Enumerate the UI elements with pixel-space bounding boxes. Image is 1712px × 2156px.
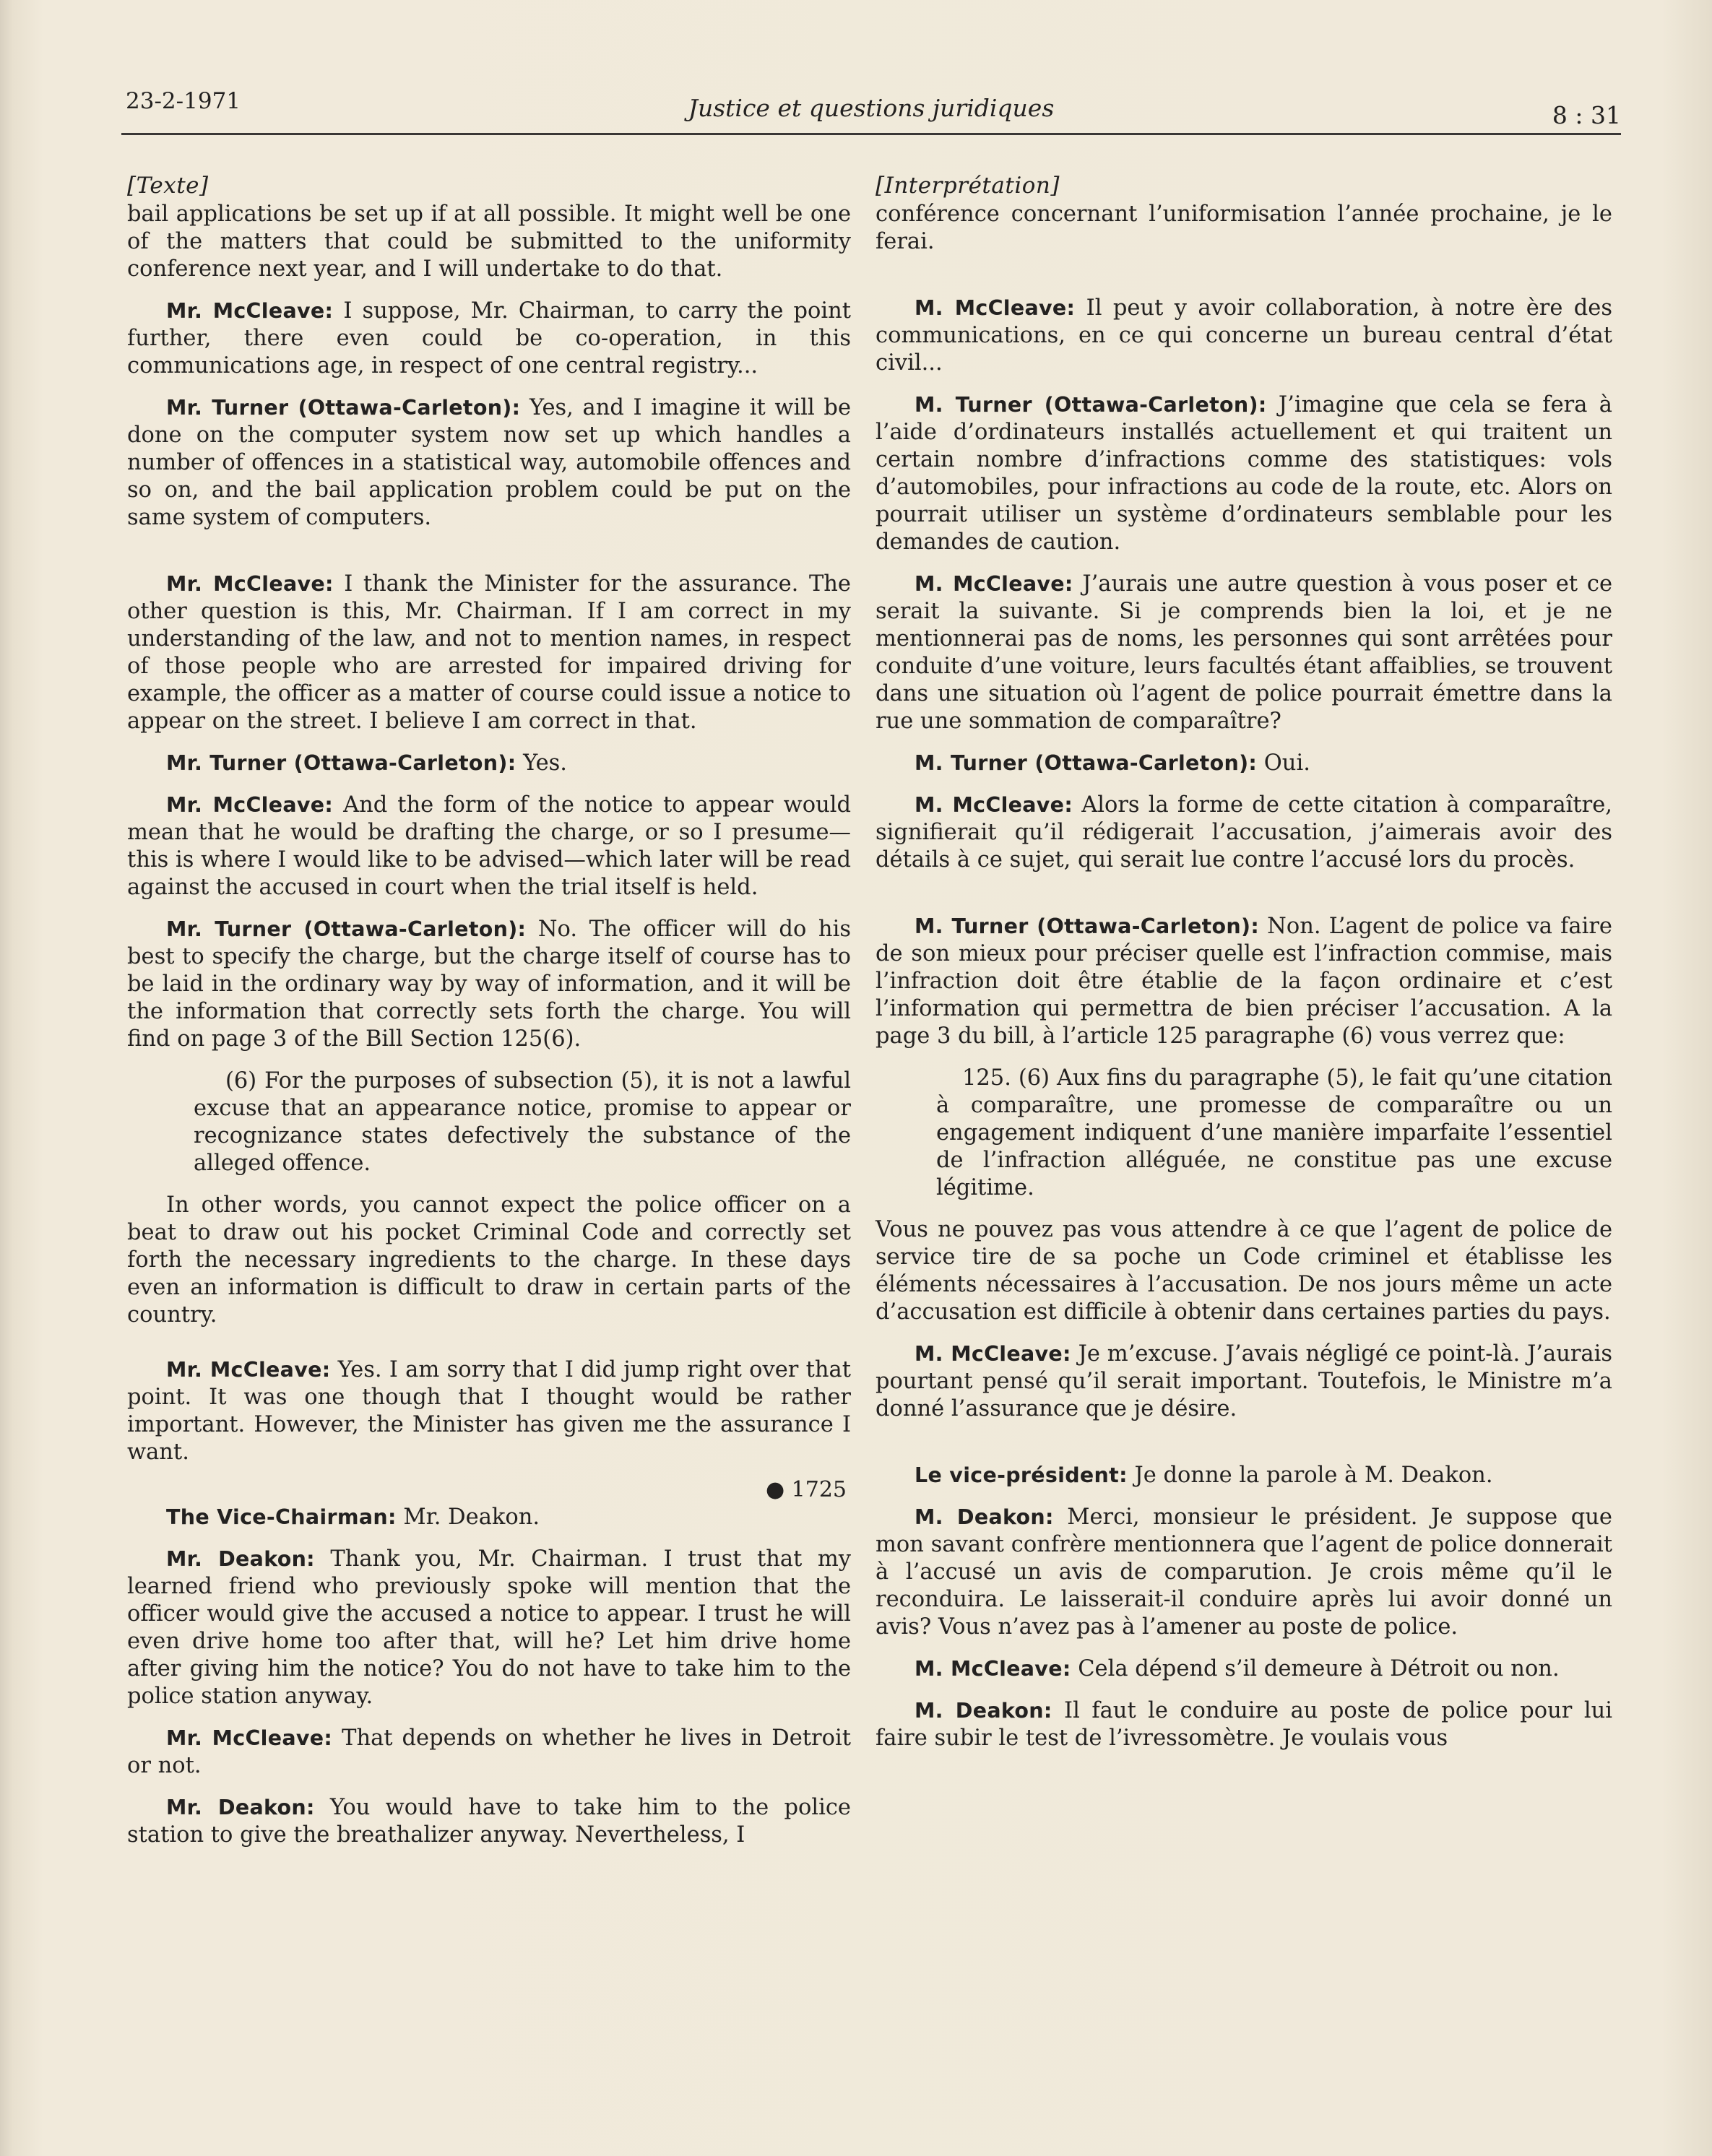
paragraph: Mr. Turner (Ottawa-Carleton): No. The officer will do his best to specify the charge, but the charge itself of course has to be laid in the ordinary way by way of information, and it will be the information that correctly sets forth the charge. You will find on page 3 of the Bill Section 125(6). [127, 917, 851, 1052]
french-column [876, 172, 1612, 1767]
paragraph: Mr. McCleave: Yes. I am sorry that I did jump right over that point. It was one though that I thought would be rather important. However, the Minister has given me the assurance I want. [127, 1357, 851, 1465]
paragraph: Mr. Deakon: Thank you, Mr. Chairman. I trust that my learned friend who previously spoke will mention that the officer would give the accused a notice to appear. I trust he will even drive home too after that, will he? Let him drive home after giving him the notice? You do not have to take him to the police station anyway. [127, 1546, 852, 1709]
paragraph: M. Deakon: Il faut le conduire au poste de police pour lui faire subir le test de l’ivressomètre. Je voulais vous [876, 1698, 1612, 1751]
section-tag-interpretation: [Interprétation] [876, 173, 1060, 199]
speaker-name: M. McCleave: [915, 1657, 1071, 1681]
header-title: Justice et questions juridiques [688, 94, 1055, 122]
speaker-name: The Vice-Chairman: [166, 1505, 397, 1529]
speaker-name: M. Turner (Ottawa-Carleton): [915, 751, 1258, 775]
speaker-name: Mr. Deakon: [166, 1547, 315, 1571]
running-header [121, 85, 1621, 135]
paragraph: Mr. Turner (Ottawa-Carleton): Yes. [166, 750, 567, 776]
speaker-name: Mr. Turner (Ottawa-Carleton): [166, 396, 521, 420]
speaker-name: Mr. McCleave: [166, 1726, 333, 1750]
speaker-name: Mr. McCleave: [166, 572, 334, 596]
paragraph: Vous ne pouvez pas vous attendre à ce que l’agent de police de service tire de sa poche un Code criminel et établisse les éléments nécessaires à l’accusation. De nos jours même un acte d’accusation est difficile à obtenir dans certaines parties du pays. [876, 1217, 1612, 1325]
speaker-name: M. McCleave: [915, 1342, 1071, 1366]
speaker-name: Mr. Deakon: [166, 1796, 315, 1819]
paragraph: Le vice-président: Je donne la parole à M. Deakon. [915, 1463, 1493, 1488]
paragraph: The Vice-Chairman: Mr. Deakon. [166, 1505, 540, 1530]
speaker-name: Le vice-président: [915, 1463, 1128, 1487]
statute-quote: (6) For the purposes of subsection (5), it is not a lawful excuse that an appearance notice, promise to appear or recognizance states defectively the substance of the alleged offence. [194, 1068, 851, 1176]
speaker-name: M. Turner (Ottawa-Carleton): [915, 393, 1267, 417]
speaker-name: M. Turner (Ottawa-Carleton): [915, 914, 1260, 938]
speaker-name: M. Deakon: [915, 1505, 1054, 1529]
paragraph: M. McCleave: Il peut y avoir collaboration, à notre ère des communications, en ce qui concerne un bureau central d’état civil... [876, 295, 1613, 376]
speaker-name: Mr. McCleave: [166, 1358, 331, 1382]
paragraph: Mr. McCleave: I thank the Minister for the assurance. The other question is this, Mr. Chairman. If I am correct in my understanding of the law, and not to mention names, in respect of those people who are arrested for impaired driving for example, the officer as a matter of course could issue a notice to appear on the street. I believe I am correct in that. [127, 571, 851, 734]
speaker-name: Mr. McCleave: [166, 793, 334, 817]
speaker-name: M. McCleave: [915, 793, 1073, 817]
paragraph: In other words, you cannot expect the police officer on a beat to draw out his pocket Criminal Code and correctly set forth the necessary ingredients to the charge. In these days even an information is difficult to draw in certain parts of the country. [127, 1192, 851, 1328]
paragraph: Mr. Deakon: You would have to take him to the police station to give the breathalizer anyway. Nevertheless, I [127, 1795, 851, 1848]
paragraph: M. McCleave: J’aurais une autre question à vous poser et ce serait la suivante. Si je comprends bien la loi, et je ne mentionnerai pas de noms, les personnes qui sont arrêtées pour conduite d’une voiture, leurs facultés étant affaiblies, se trouvent dans une situation où l’agent de police pourrait émettre dans la rue une sommation de comparaître? [876, 571, 1613, 734]
paragraph: M. McCleave: Cela dépend s’il demeure à Détroit ou non. [915, 1656, 1560, 1681]
paragraph: M. McCleave: Alors la forme de cette citation à comparaître, signifierait qu’il rédigerait l’accusation, j’aimerais avoir des détails à ce sujet, qui serait lue contre l’accusé lors du procès. [876, 792, 1612, 873]
speaker-name: Mr. Turner (Ottawa-Carleton): [166, 751, 516, 775]
english-column [127, 172, 851, 1863]
paragraph: M. Deakon: Merci, monsieur le président. Je suppose que mon savant confrère mentionnera que l’agent de police donnerait à l’accusé un avis de comparution. Je crois même qu’il le reconduira. Le laisserait-il conduire après lui avoir donné un avis? Vous n’avez pas à l’amener au poste de police. [876, 1505, 1612, 1640]
paragraph: Mr. McCleave: And the form of the notice to appear would mean that he would be drafting the charge, or so I presume—this is where I would like to be advised—which later will be read against the accused in court when the trial itself is held. [127, 792, 851, 900]
statute-quote: 125. (6) Aux fins du paragraphe (5), le fait qu’une citation à comparaître, une promesse de comparaître ou un engagement indiquent d’une manière imparfaite l’essentiel de l’infraction alléguée, ne constitue pas une excuse légitime. [936, 1065, 1612, 1200]
speaker-name: Mr. Turner (Ottawa-Carleton): [166, 917, 527, 941]
section-tag-texte: [Texte] [127, 173, 209, 199]
paragraph: Mr. Turner (Ottawa-Carleton): Yes, and I imagine it will be done on the computer system now set up which handles a number of offences in a statistical way, automobile offences and so on, and the bail application problem could be put on the same system of computers. [127, 395, 851, 530]
speaker-name: M. McCleave: [915, 296, 1076, 320]
paragraph: M. Turner (Ottawa-Carleton): Oui. [915, 750, 1310, 776]
speaker-name: Mr. McCleave: [166, 299, 334, 323]
header-date: 23-2-1971 [126, 88, 241, 114]
paragraph: conférence concernant l’uniformisation l’année prochaine, je le ferai. [876, 202, 1612, 254]
speaker-name: M. Deakon: [915, 1699, 1052, 1723]
paragraph: M. McCleave: Je m’excuse. J’avais négligé ce point-là. J’aurais pourtant pensé qu’il serait important. Toutefois, le Ministre m’a donné l’assurance que je désire. [876, 1341, 1613, 1421]
paragraph: bail applications be set up if at all possible. It might well be one of the matters that could be submitted to the uniformity conference next year, and I will undertake to do that. [127, 202, 851, 282]
paragraph: M. Turner (Ottawa-Carleton): Non. L’agent de police va faire de son mieux pour préciser quelle est l’infraction commise, mais l’infraction doit être établie de la façon ordinaire et c’est l’information qui permettra de bien préciser l’accusation. A la page 3 du bill, à l’article 125 paragraphe (6) vous verrez que: [876, 914, 1612, 1049]
paragraph: Mr. McCleave: That depends on whether he lives in Detroit or not. [127, 1726, 851, 1778]
paragraph: M. Turner (Ottawa-Carleton): J’imagine que cela se fera à l’aide d’ordinateurs installés actuellement et qui traitent un certain nombre d’infractions comme des statistiques: vols d’automobiles, pour infractions au code de la route, etc. Alors on pourrait utiliser un système d’ordinateurs semblable pour les demandes de caution. [876, 392, 1612, 555]
paragraph: Mr. McCleave: I suppose, Mr. Chairman, to carry the point further, there even could be co-operation, in this communications age, in respect of one central registry... [127, 298, 852, 378]
header-page-number: 8 : 31 [1552, 101, 1621, 129]
time-marker: ● 1725 [765, 1477, 847, 1502]
speaker-name: M. McCleave: [915, 572, 1073, 596]
